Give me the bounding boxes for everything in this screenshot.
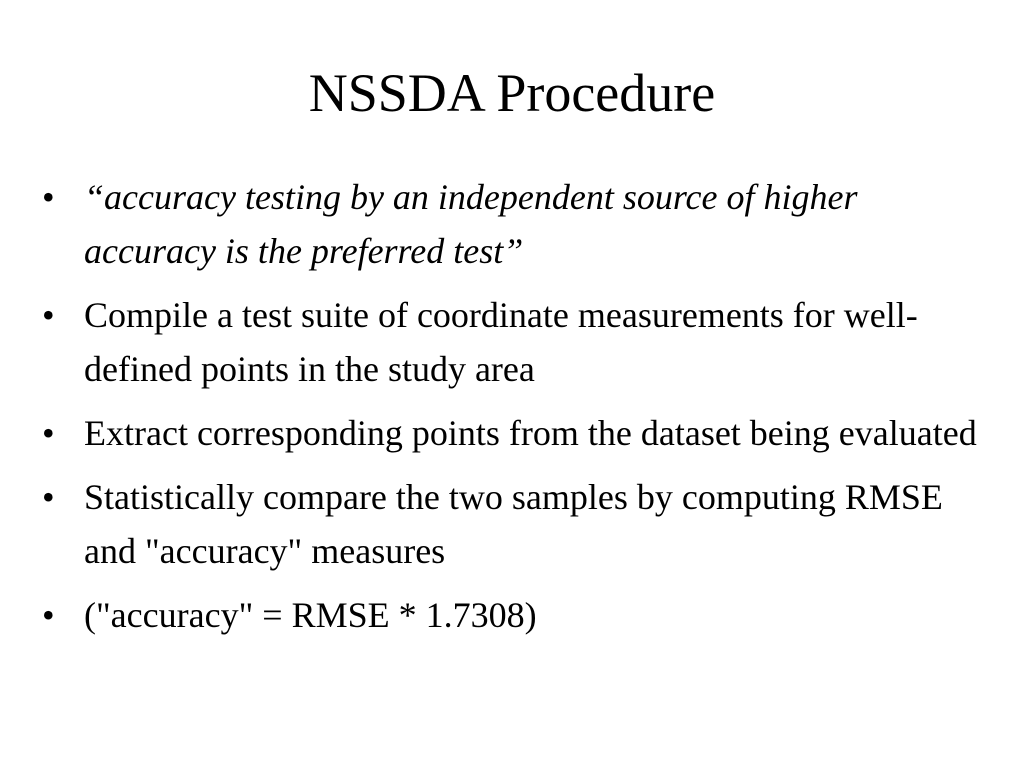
bullet-icon: • xyxy=(42,413,55,453)
bullet-item xyxy=(40,588,990,642)
bullet-icon: • xyxy=(42,477,55,517)
bullet-list xyxy=(40,170,990,652)
bullet-text: ("accuracy" = RMSE * 1.7308) xyxy=(84,595,537,635)
bullet-item xyxy=(40,470,990,578)
bullet-text: Compile a test suite of coordinate measurements for well-defined points in the study area xyxy=(84,295,918,389)
bullet-icon: • xyxy=(42,595,55,635)
bullet-item xyxy=(40,288,990,396)
bullet-quote-text: “accuracy testing by an independent source of higher accuracy is the preferred test” xyxy=(84,177,858,271)
bullet-item xyxy=(40,406,990,460)
slide-title: NSSDA Procedure xyxy=(308,63,716,123)
bullet-icon: • xyxy=(42,295,55,335)
bullet-text: Statistically compare the two samples by computing RMSE and "accuracy" measures xyxy=(84,477,943,571)
bullet-icon: • xyxy=(42,177,55,217)
bullet-item xyxy=(40,170,990,278)
bullet-text: Extract corresponding points from the dataset being evaluated xyxy=(84,413,977,453)
